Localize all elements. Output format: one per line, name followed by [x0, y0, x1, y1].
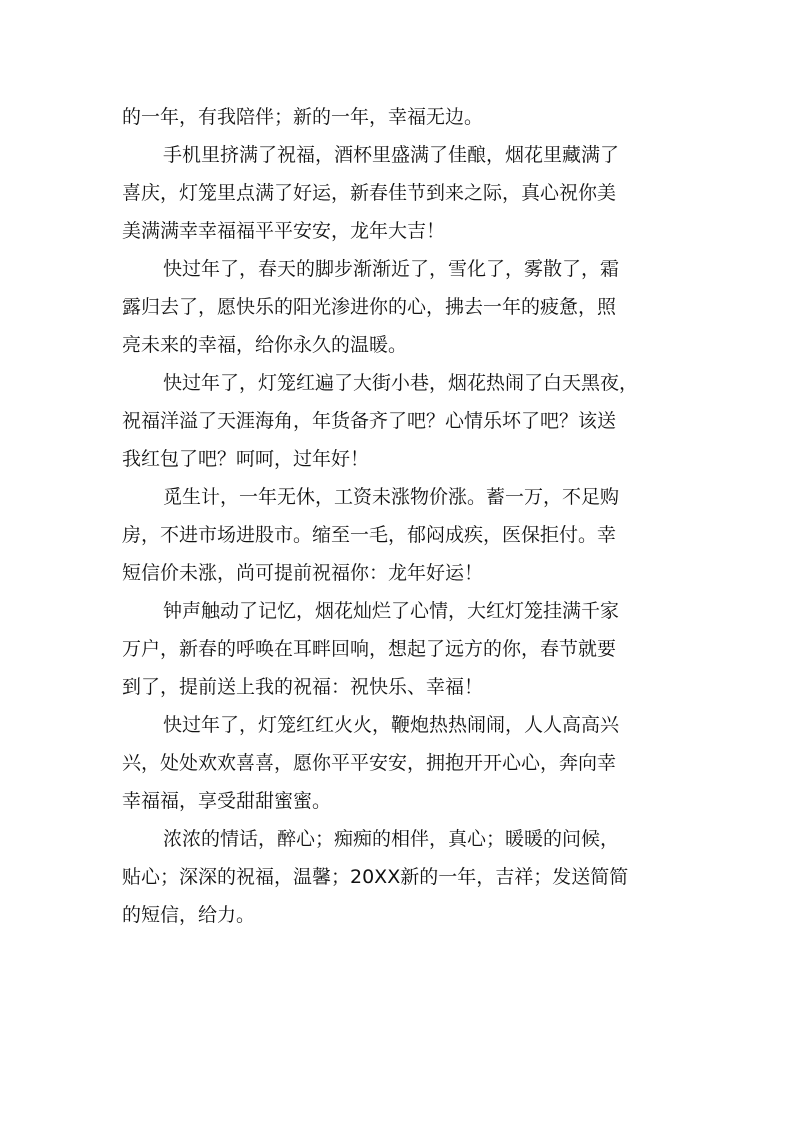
paragraph-2 [122, 136, 674, 250]
paragraph-2-line-2: 喜庆，灯笼里点满了好运，新春佳节到来之际，真心祝你美 [122, 182, 617, 204]
paragraph-2-line-3: 美满满幸幸福福平平安安，龙年大吉！ [122, 220, 446, 242]
paragraph-5-line-1: 觅生计，一年无休，工资未涨物价涨。蓄一万，不足购 [163, 486, 620, 508]
paragraph-6-line-3: 到了，提前送上我的祝福：祝快乐、幸福！ [122, 676, 484, 698]
paragraph-1 [122, 98, 674, 136]
paragraph-8-line-1: 浓浓的情话，醉心；痴痴的相伴，真心；暖暖的问候， [163, 828, 620, 850]
paragraph-4-line-2: 祝福洋溢了天涯海角，年货备齐了吧？心情乐坏了吧？该送 [122, 410, 617, 432]
paragraph-3 [122, 250, 674, 364]
paragraph-3-line-3: 亮未来的幸福，给你永久的温暖。 [122, 334, 408, 356]
paragraph-6-line-2: 万户，新春的呼唤在耳畔回响，想起了远方的你，春节就要 [122, 638, 617, 660]
paragraph-5 [122, 478, 674, 592]
paragraph-2-line-1: 手机里挤满了祝福，酒杯里盛满了佳酿，烟花里藏满了 [163, 144, 620, 166]
paragraph-7-line-3: 幸福福，享受甜甜蜜蜜。 [122, 790, 332, 812]
paragraph-7-line-2: 兴，处处欢欢喜喜，愿你平平安安，拥抱开开心心，奔向幸 [122, 752, 617, 774]
paragraph-4-line-1: 快过年了，灯笼红遍了大街小巷，烟花热闹了白天黑夜， [163, 372, 639, 394]
paragraph-6-line-1: 钟声触动了记忆，烟花灿烂了心情，大红灯笼挂满千家 [163, 600, 620, 622]
paragraph-7 [122, 706, 674, 820]
paragraph-4 [122, 364, 674, 478]
paragraph-7-line-1: 快过年了，灯笼红红火火，鞭炮热热闹闹，人人高高兴 [163, 714, 620, 736]
paragraph-4-line-3: 我红包了吧？呵呵，过年好！ [122, 448, 370, 470]
paragraph-5-line-2: 房，不进市场进股市。缩至一毛，郁闷成疾，医保拒付。幸 [122, 524, 617, 546]
paragraph-3-line-1: 快过年了，春天的脚步渐渐近了，雪化了，雾散了，霜 [163, 258, 620, 280]
paragraph-1-line-1: 的一年，有我陪伴；新的一年，幸福无边。 [122, 106, 484, 128]
document-body [122, 98, 674, 934]
paragraph-8 [122, 820, 674, 934]
paragraph-8-line-3: 的短信，给力。 [122, 904, 256, 926]
paragraph-8-line-2: 贴心；深深的祝福，温馨；20XX新的一年，吉祥；发送简简 [122, 866, 629, 888]
paragraph-5-line-3: 短信价未涨，尚可提前祝福你：龙年好运！ [122, 562, 484, 584]
paragraph-6 [122, 592, 674, 706]
paragraph-3-line-2: 露归去了，愿快乐的阳光渗进你的心，拂去一年的疲惫，照 [122, 296, 617, 318]
